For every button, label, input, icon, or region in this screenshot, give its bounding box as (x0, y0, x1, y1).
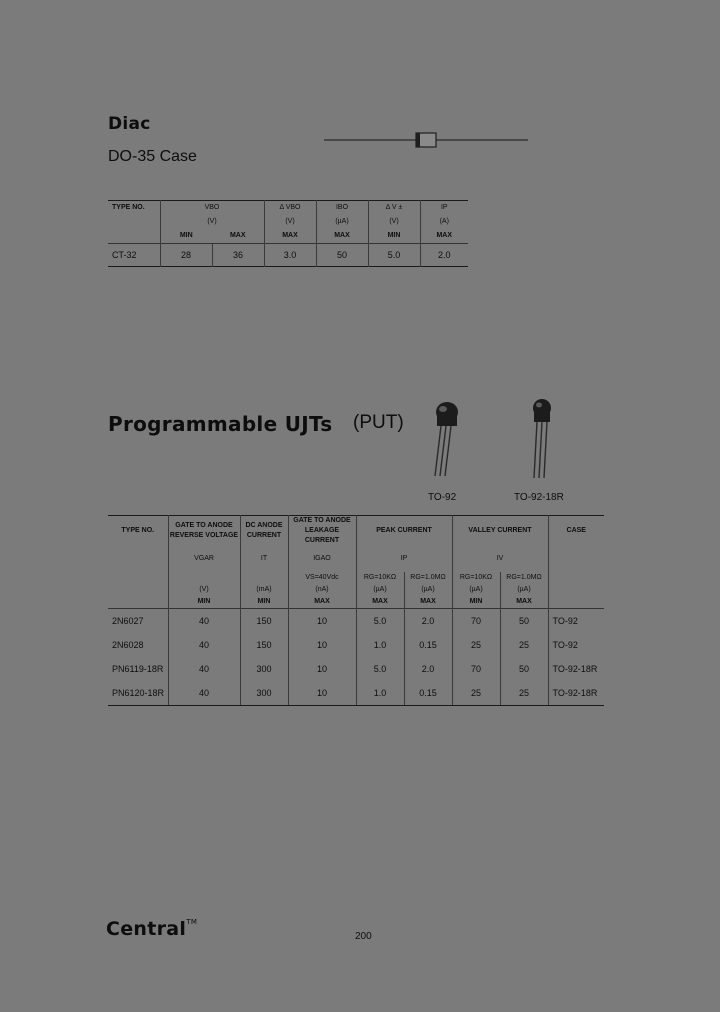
put-type-cell: PN6119-18R (112, 664, 164, 674)
put-iv2-cell: 50 (500, 657, 548, 681)
put-vgar-cell: 40 (168, 681, 240, 706)
table-row (108, 609, 604, 634)
diac-vbo-unit: (V) (160, 215, 264, 229)
put-vgar-cell: 40 (168, 657, 240, 681)
put-igao-header: GATE TO ANODE LEAKAGE CURRENT (288, 516, 356, 547)
put-case-cell: TO-92 (548, 609, 604, 634)
put-vgar-unit: (V) (168, 584, 240, 596)
put-igao-unit: (nA) (288, 584, 356, 596)
put-iv1-min: MIN (452, 596, 500, 609)
put-case-header: CASE (548, 516, 604, 547)
put-type-cell: PN6120-18R (108, 681, 168, 706)
put-ip1-cell: 5.0 (356, 609, 404, 634)
diac-ibo-max: MAX (316, 229, 368, 244)
put-ip2-cell: 0.15 (404, 681, 452, 706)
put-it-cell: 150 (240, 633, 288, 657)
put-case-cell: TO-92-18R (548, 681, 604, 706)
put-spec-table (108, 515, 604, 706)
diac-vbo-min-cell: 28 (160, 244, 212, 267)
diac-ip-unit: (A) (420, 215, 468, 229)
table-row (108, 633, 604, 657)
diac-dv-header: Δ V ± (368, 201, 420, 216)
diac-dvbo-max: MAX (264, 229, 316, 244)
put-ip2-unit: (µA) (404, 584, 452, 596)
put-vgar-header: GATE TO ANODE REVERSE VOLTAGE (168, 516, 240, 547)
diac-spec-table (108, 200, 468, 267)
put-ip1-cell: 1.0 (356, 633, 404, 657)
put-ip2-cell: 2.0 (404, 657, 452, 681)
put-ip1-max: MAX (356, 596, 404, 609)
to92-18r-package-icon (526, 396, 556, 482)
diac-ip-max: MAX (420, 229, 468, 244)
put-ip-rg10k: RG=10KΩ (356, 572, 404, 584)
put-type-cell: 2N6028 (112, 640, 144, 650)
put-vgar-cell: 40 (168, 633, 240, 657)
diac-dvbo-header: Δ VBO (264, 201, 316, 216)
to92-package-icon (425, 398, 465, 480)
put-igao-cell: 10 (288, 609, 356, 634)
diac-dv-unit: (V) (368, 215, 420, 229)
table-row (108, 657, 604, 681)
put-case-cell: TO-92 (548, 633, 604, 657)
put-igao-cell: 10 (288, 681, 356, 706)
put-ip2-cell: 0.15 (404, 633, 452, 657)
do35-diode-icon (322, 130, 530, 150)
put-type-cell: 2N6027 (108, 609, 168, 634)
put-igao-cell: 10 (288, 633, 356, 657)
to92-18r-caption: TO-92-18R (514, 492, 564, 503)
diac-case-label: DO-35 Case (108, 148, 197, 165)
page-number: 200 (355, 931, 372, 942)
table-row (108, 244, 468, 267)
put-iv-rg1m: RG=1.0MΩ (500, 572, 548, 584)
put-it-symbol: IT (240, 546, 288, 572)
put-iv1-cell: 70 (452, 609, 500, 634)
put-it-min: MIN (240, 596, 288, 609)
put-iv1-cell: 25 (452, 633, 500, 657)
put-it-cell: 300 (240, 657, 288, 681)
table-row (108, 681, 604, 706)
put-it-cell: 150 (240, 609, 288, 634)
put-iv2-max: MAX (500, 596, 548, 609)
put-iv2-cell: 25 (500, 681, 548, 706)
diac-ibo-header: IBO (316, 201, 368, 216)
diac-ip-cell: 2.0 (420, 244, 468, 267)
put-vgar-symbol: VGAR (168, 546, 240, 572)
diac-dvbo-unit: (V) (264, 215, 316, 229)
put-valley-header: VALLEY CURRENT (452, 516, 548, 547)
put-iv-symbol: IV (452, 546, 548, 572)
diac-dv-cell: 5.0 (368, 244, 420, 267)
put-ip1-cell: 1.0 (356, 681, 404, 706)
put-ip1-cell: 5.0 (356, 657, 404, 681)
diac-vbo-max-cell: 36 (212, 244, 264, 267)
put-ip2-max: MAX (404, 596, 452, 609)
put-iv-rg10k: RG=10KΩ (452, 572, 500, 584)
put-iv2-cell: 25 (500, 633, 548, 657)
to92-caption: TO-92 (428, 492, 457, 503)
put-peak-header: PEAK CURRENT (356, 516, 452, 547)
diac-type-header: TYPE NO. (112, 204, 145, 211)
put-iv2-unit: (µA) (500, 584, 548, 596)
diac-ibo-cell: 50 (316, 244, 368, 267)
put-ip-rg1m: RG=1.0MΩ (404, 572, 452, 584)
put-it-header: DC ANODE CURRENT (240, 516, 288, 547)
diac-dv-min: MIN (368, 229, 420, 244)
diac-ip-header: IP (420, 201, 468, 216)
put-igao-cell: 10 (288, 657, 356, 681)
put-vgar-cell: 40 (168, 609, 240, 634)
diac-vbo-max: MAX (229, 232, 246, 239)
put-type-header: TYPE NO. (121, 527, 155, 534)
diac-type-cell: CT-32 (108, 244, 160, 267)
put-iv2-cell: 50 (500, 609, 548, 634)
put-subtitle: (PUT) (353, 412, 404, 433)
put-iv1-cell: 70 (452, 657, 500, 681)
diac-vbo-min: MIN (160, 229, 212, 244)
put-igao-symbol: IGAO (288, 546, 356, 572)
diac-title: Diac (108, 114, 151, 134)
central-logo: Central™ (106, 918, 198, 940)
put-ip2-cell: 2.0 (404, 609, 452, 634)
put-ip1-unit: (µA) (356, 584, 404, 596)
put-iv1-unit: (µA) (452, 584, 500, 596)
diac-dvbo-cell: 3.0 (264, 244, 316, 267)
put-it-cell: 300 (240, 681, 288, 706)
diac-vbo-header: VBO (160, 201, 264, 216)
put-igao-max: MAX (288, 596, 356, 609)
put-title: Programmable UJTs (108, 412, 333, 436)
put-iv1-cell: 25 (452, 681, 500, 706)
put-it-unit: (mA) (240, 584, 288, 596)
put-case-cell: TO-92-18R (548, 657, 604, 681)
put-igao-condition: VS=40Vdc (288, 572, 356, 584)
diac-ibo-unit: (µA) (316, 215, 368, 229)
put-vgar-min: MIN (168, 596, 240, 609)
put-ip-symbol: IP (356, 546, 452, 572)
